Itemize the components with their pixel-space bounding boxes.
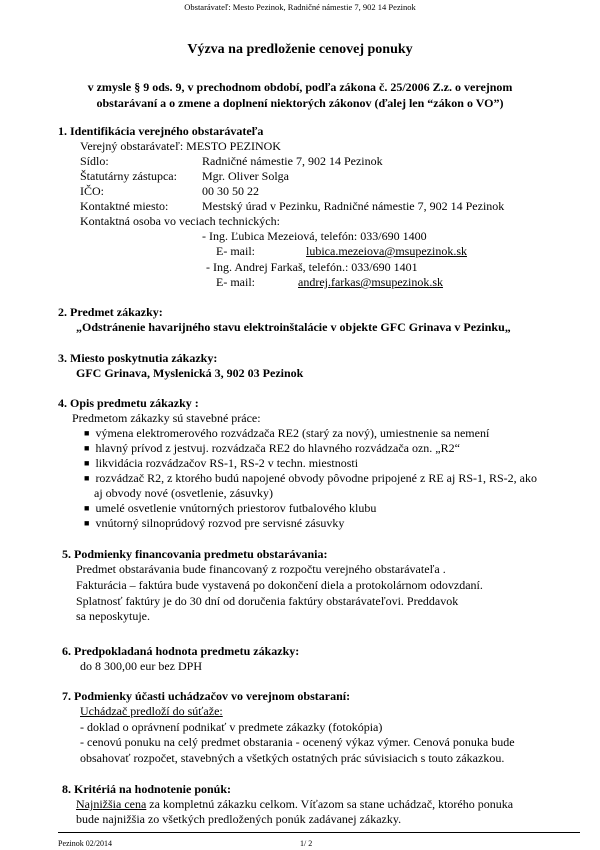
section-2-heading: 2. Predmet zákazky: — [58, 305, 163, 319]
list-item-continuation: aj obvody nové (osvetlenie, zásuvky) — [94, 486, 273, 500]
financovanie-line-1: Predmet obstarávania bude financovaný z rozpočtu verejného obstarávateľa . — [76, 562, 446, 576]
square-bullet-icon: ■ — [84, 458, 90, 468]
footer-date: Pezinok 02/2014 — [58, 839, 112, 848]
podmienky-line-2: - cenovú ponuku na celý predmet obstarania - ocenený výkaz výmer. Cenová ponuka bude — [80, 735, 515, 749]
email-1-link[interactable]: lubica.mezeiova@msupezinok.sk — [306, 244, 468, 258]
financovanie-line-3: Splatnosť faktúry je do 30 dní od doručenia faktúry obstarávateľovi. Preddavok — [76, 594, 459, 608]
email-1-label: E- mail: — [216, 244, 255, 258]
list-item: ■ hlavný prívod z jestvuj. rozvádzača RE2 do hlavného rozvádzača ozn. „R2“ — [84, 441, 460, 455]
footer-divider — [58, 832, 580, 833]
ico-label: IČO: — [80, 184, 104, 198]
kontaktna-osoba-label: Kontaktná osoba vo veciach technických: — [80, 214, 280, 228]
statutarny-label: Štatutárny zástupca: — [80, 169, 177, 183]
financovanie-line-4: sa neposkytuje. — [76, 609, 150, 623]
obstaravatel-line: Verejný obstarávateľ: MESTO PEZINOK — [80, 139, 281, 153]
list-item: ■ umelé osvetlenie vnútorných priestorov futbalového klubu — [84, 501, 377, 515]
kontaktne-miesto-value: Mestský úrad v Pezinku, Radničné námestie 7, 902 14 Pezinok — [202, 199, 505, 213]
square-bullet-icon: ■ — [84, 518, 90, 528]
podmienky-line-1: - doklad o oprávnení podnikať v predmete zákazky (fotokópia) — [80, 720, 383, 734]
kriteria-line-1: Najnižšia cena za kompletnú zákazku celkom. Víťazom sa stane uchádzač, ktorého ponuka — [76, 797, 514, 811]
intro-line-1: v zmysle § 9 ods. 9, v prechodnom období, podľa zákona č. 25/2006 Z.z. o verejnom — [87, 80, 513, 94]
sidlo-value: Radničné námestie 7, 902 14 Pezinok — [202, 154, 383, 168]
ico-value: 00 30 50 22 — [202, 184, 259, 198]
page-header: Obstarávateľ: Mesto Pezinok, Radničné námestie 7, 902 14 Pezinok — [184, 2, 416, 12]
hodnota-value: do 8 300,00 eur bez DPH — [80, 659, 202, 673]
section-5-heading: 5. Podmienky financovania predmetu obstarávania: — [62, 547, 328, 561]
square-bullet-icon: ■ — [84, 428, 90, 438]
kriteria-line-2: bude najnižšia zo všetkých predložených ponúk zadávanej zákazky. — [76, 812, 402, 826]
miesto-value: GFC Grinava, Myslenická 3, 902 03 Pezinok — [76, 366, 304, 380]
statutarny-value: Mgr. Oliver Solga — [202, 169, 289, 183]
kontaktne-miesto-label: Kontaktné miesto: — [80, 199, 169, 213]
section-3-heading: 3. Miesto poskytnutia zákazky: — [58, 351, 218, 365]
section-8-heading: 8. Kritériá na hodnotenie ponúk: — [62, 782, 232, 796]
email-2-link[interactable]: andrej.farkas@msupezinok.sk — [298, 275, 444, 289]
uchadzac-subheading: Uchádzač predloží do súťaže: — [80, 704, 223, 718]
predmet-zakazky-value: „Odstránenie havarijného stavu elektroinštalácie v objekte GFC Grinava v Pezinku„ — [76, 320, 511, 334]
contact-person-2: - Ing. Andrej Farkaš, telefón.: 033/690 1401 — [206, 260, 418, 274]
list-item: ■ výmena elektromerového rozvádzača RE2 (starý za nový), umiestnenie sa nemení — [84, 426, 490, 440]
contact-person-1: - Ing. Ľubica Mezeiová, telefón: 033/690 1400 — [202, 229, 427, 243]
list-item: ■ likvidácia rozvádzačov RS-1, RS-2 v techn. miestnosti — [84, 456, 359, 470]
financovanie-line-2: Fakturácia – faktúra bude vystavená po dokončení diela a protokolárnom odovzdaní. — [76, 578, 483, 592]
section-7-heading: 7. Podmienky účasti uchádzačov vo verejnom obstaraní: — [62, 689, 351, 703]
email-2-label: E- mail: — [216, 275, 255, 289]
square-bullet-icon: ■ — [84, 443, 90, 453]
square-bullet-icon: ■ — [84, 473, 90, 483]
opis-lead: Predmetom zákazky sú stavebné práce: — [72, 411, 261, 425]
list-item: ■ rozvádzač R2, z ktorého budú napojené obvody pôvodne pripojené z RE aj RS-1, RS-2, ako — [84, 471, 537, 485]
sidlo-label: Sídlo: — [80, 154, 109, 168]
section-4-heading: 4. Opis predmetu zákazky : — [58, 396, 199, 410]
intro-line-2: obstarávaní a o zmene a doplnení niektorých zákonov (ďalej len “zákon o VO”) — [96, 96, 504, 110]
section-6-heading: 6. Predpokladaná hodnota predmetu zákazky: — [62, 644, 300, 658]
section-1-heading: 1. Identifikácia verejného obstarávateľa — [58, 124, 264, 138]
square-bullet-icon: ■ — [84, 503, 90, 513]
podmienky-line-3: obsahovať rozpočet, stavebných a všetkých ostatných prác súvisiacich s touto zákazkou. — [80, 751, 505, 765]
document-title: Výzva na predloženie cenovej ponuky — [187, 42, 413, 57]
list-item: ■ vnútorný silnoprúdový rozvod pre servisné zásuvky — [84, 516, 345, 530]
page-number: 1/ 2 — [300, 839, 313, 848]
